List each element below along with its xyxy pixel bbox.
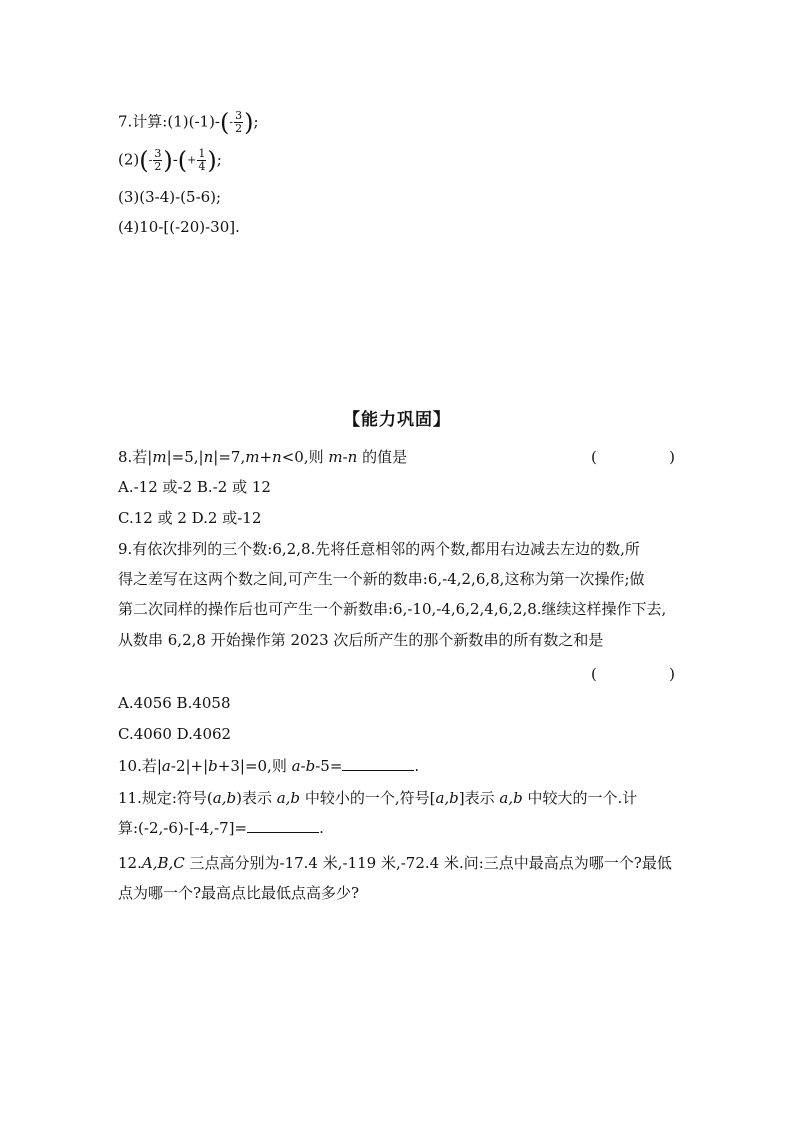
q9-answer-parentheses[interactable]: ( ) <box>591 665 675 683</box>
q8-options-cd: C.12 或 2 D.2 或-12 <box>118 509 262 527</box>
q9-line-2: 得之差写在这两个数之间,可产生一个新的数串:6,-4,2,6,8,这称为第一次操作;做 <box>118 570 645 588</box>
fraction: $\frac{3}{2}$ <box>235 109 243 135</box>
fraction: $\frac{3}{2}$ <box>154 147 162 173</box>
q9-options-ab: A.4056 B.4058 <box>118 694 231 712</box>
q7-line-4: (4)10-[(-20)-30]. <box>118 218 240 236</box>
q7-line-2: (2)(- $\frac{3}{2}$ )-(+ $\frac{1}{4}$ ); <box>118 146 222 175</box>
q8-answer-parentheses[interactable]: ( ) <box>591 448 675 466</box>
q10-stem: 10.若|a-2|+|b+3|=0,则 a-b-5= . <box>118 757 420 775</box>
q12-line-2: 点为哪一个?最高点比最低点高多少? <box>118 884 360 902</box>
q11-answer-blank[interactable] <box>247 818 319 833</box>
q7-line-3: (3)(3-4)-(5-6); <box>118 188 222 206</box>
q9-line-4: 从数串 6,2,8 开始操作第 2023 次后所产生的那个新数串的所有数之和是 <box>118 631 604 649</box>
fraction: $\frac{1}{4}$ <box>198 147 206 173</box>
q9-options-cd: C.4060 D.4062 <box>118 725 232 743</box>
q9-line-1: 9.有依次排列的三个数:6,2,8.先将任意相邻的两个数,都用右边减去左边的数,所 <box>118 540 640 558</box>
q10-answer-blank[interactable] <box>342 756 414 771</box>
q8-stem: 8.若|m|=5,|n|=7,m+n<0,则 m-n 的值是 <box>118 448 408 466</box>
section-heading: 【能力巩固】 <box>343 410 451 430</box>
q8-options-ab: A.-12 或-2 B.-2 或 12 <box>118 478 271 496</box>
q11-line-1: 11.规定:符号(a,b)表示 a,b 中较小的一个,符号[a,b]表示 a,b 中较大的一个.计 <box>118 789 638 807</box>
q7-line-1: 7.计算:(1)(-1)-(- $\frac{3}{2}$ ); <box>118 108 259 137</box>
q9-line-3: 第二次同样的操作后也可产生一个新数串:6,-10,-4,6,2,4,6,2,8.继续这样操作下去, <box>118 600 667 618</box>
q12-line-1: 12.A,B,C 三点高分别为-17.4 米,-119 米,-72.4 米.问:三点中最高点为哪一个?最低 <box>118 854 672 872</box>
q11-line-2: 算:(-2,-6)-[-4,-7]= . <box>118 819 324 837</box>
